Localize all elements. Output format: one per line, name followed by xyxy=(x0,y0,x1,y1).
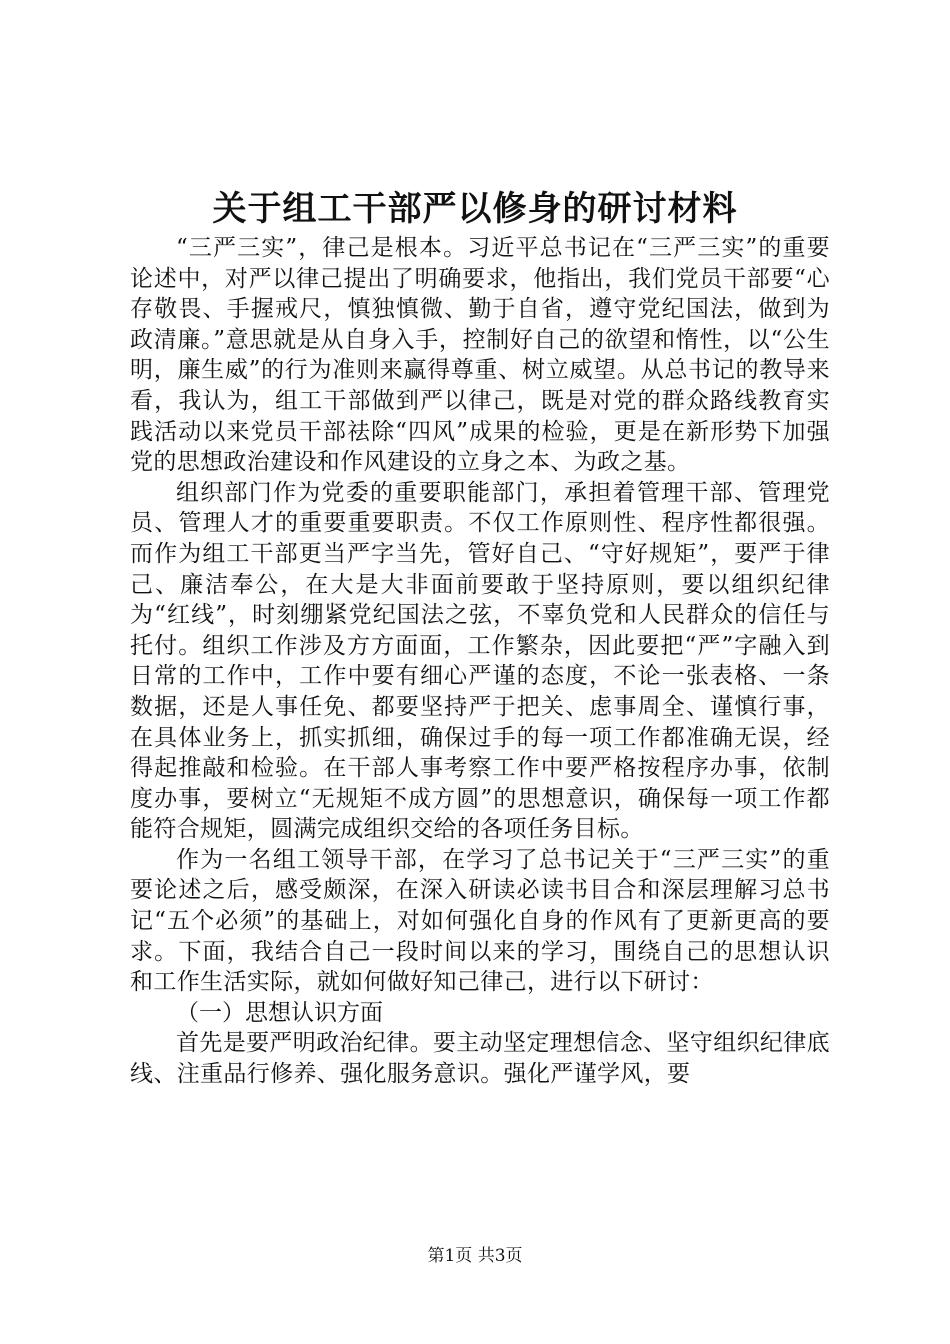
document-body xyxy=(130,233,830,1090)
document-title: 关于组工干部严以修身的研讨材料 xyxy=(212,189,738,229)
paragraph-3: 作为一名组工领导干部，在学习了总书记关于“三严三实”的重要论述之后，感受颇深，在深入研读必读书目合和深层理解习总书记“五个必须”的基础上，对如何强化自身的作风有了更新更高的要求。下面，我结合自己一段时间以来的学习，围绕自己的思想认识和工作生活实际，就如何做好知己律己，进行以下研讨： xyxy=(130,846,830,996)
paragraph-2: 组织部门作为党委的重要职能部门，承担着管理干部、管理党员、管理人才的重要重要职责。不仅工作原则性、程序性都很强。而作为组工干部更当严字当先，管好自己、“守好规矩”，要严于律己、廉洁奉公，在大是大非面前要敢于坚持原则，要以组织纪律为“红线”，时刻绷紧党纪国法之弦，不辜负党和人民群众的信任与托付。组织工作涉及方方面面，工作繁杂，因此要把“严”字融入到日常的工作中，工作中要有细心严谨的态度，不论一张表格、一条数据，还是人事任免、都要坚持严于把关、虑事周全、谨慎行事，在具体业务上，抓实抓细，确保过手的每一项工作都准确无误，经得起推敲和检验。在干部人事考察工作中要严格按程序办事，依制度办事，要树立“无规矩不成方圆”的思想意识，确保每一项工作都能符合规矩，圆满完成组织交给的各项任务目标。 xyxy=(130,479,830,843)
section-paragraph: 首先是要严明政治纪律。要主动坚定理想信念、坚守组织纪律底线、注重品行修养、强化服务意识。强化严谨学风，要 xyxy=(130,1030,830,1088)
paragraph-1: “三严三实”，律己是根本。习近平总书记在“三严三实”的重要论述中，对严以律己提出了明确要求，他指出，我们党员干部要“心存敬畏、手握戒尺，慎独慎微、勤于自省，遵守党纪国法，做到为政清廉。”意思就是从自身入手，控制好自己的欲望和惰性，以“公生明，廉生威”的行为准则来赢得尊重、树立威望。从总书记的教导来看，我认为，组工干部做到严以律己，既是对党的群众路线教育实践活动以来党员干部祛除“四风”成果的检验，更是在新形势下加强党的思想政治建设和作风建设的立身之本、为政之基。 xyxy=(130,235,830,476)
page-footer: 第1页 共3页 xyxy=(427,1246,523,1266)
section-heading: （一）思想认识方面 xyxy=(176,999,383,1026)
